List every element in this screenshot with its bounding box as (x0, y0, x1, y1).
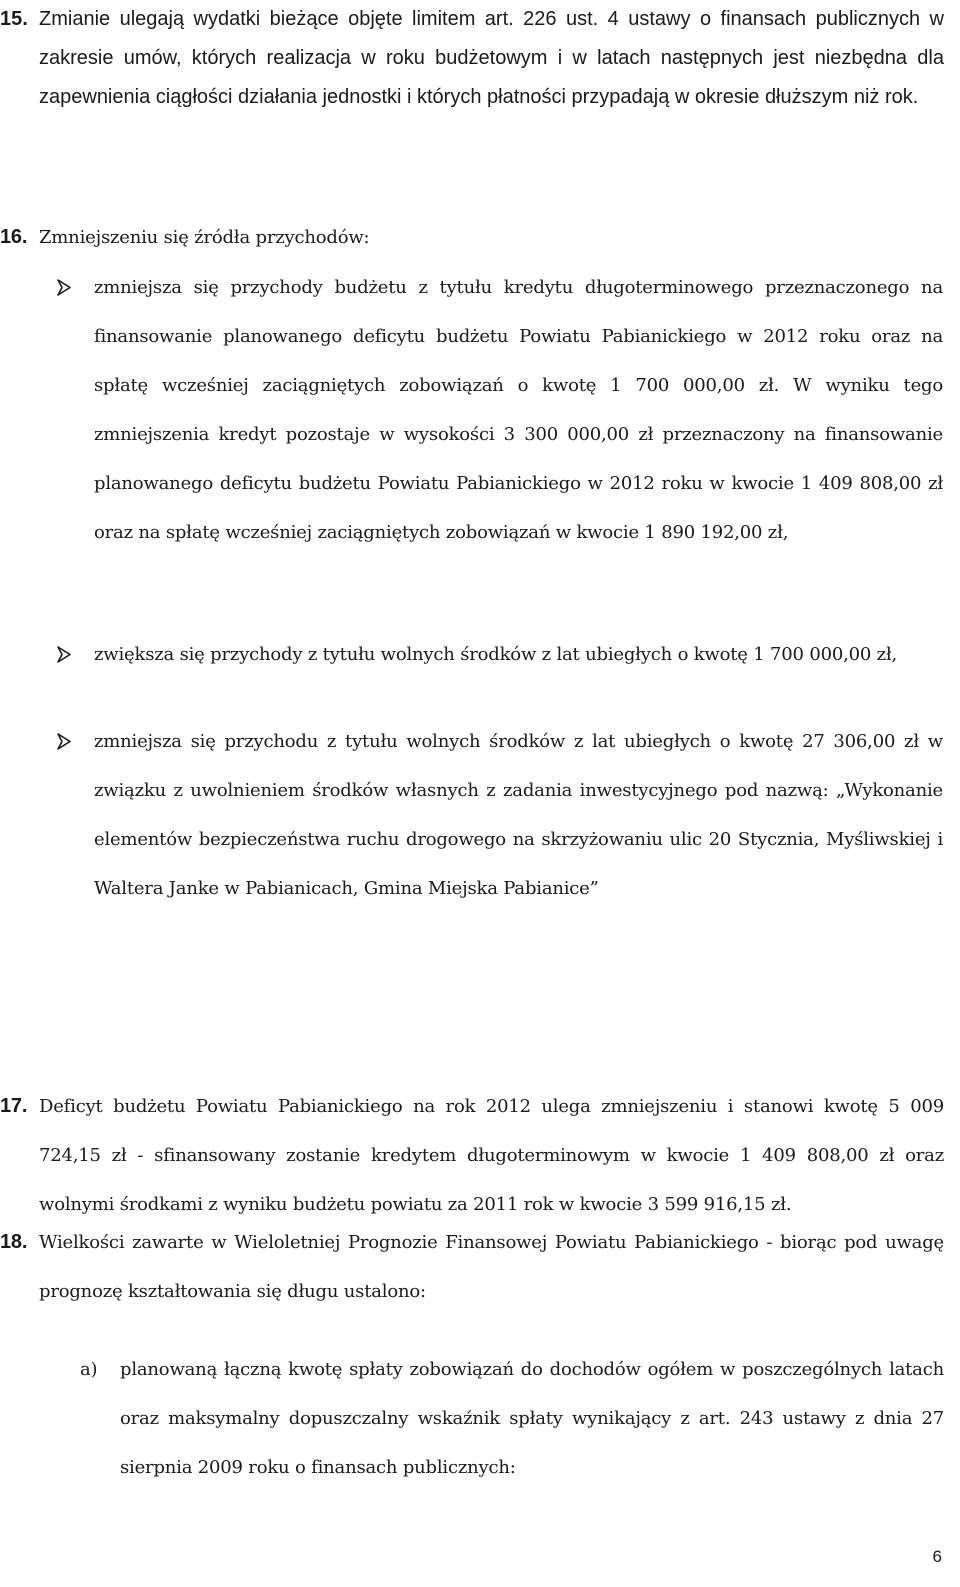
arrow-bullet-icon (56, 263, 72, 312)
paragraph-text: Wielkości zawarte w Wieloletniej Prognozie Finansowej Powiatu Pabianickiego - biorąc pod uwagę prognozę kształtowania się długu ustalono: (39, 1232, 944, 1302)
arrow-bullet-icon (56, 717, 72, 766)
page-number: 6 (932, 1547, 942, 1566)
paragraph-number: 15. (0, 8, 28, 30)
paragraph-number: 16. (0, 226, 28, 248)
bullet-text: zwiększa się przychody z tytułu wolnych środków z lat ubiegłych o kwotę 1 700 000,00 zł, (94, 644, 898, 665)
bullet-text: zmniejsza się przychodu z tytułu wolnych środków z lat ubiegłych o kwotę 27 306,00 zł w związku z uwolnieniem środków własnych z zadania inwestycyjnego pod nazwą: „Wykonanie elementów bezpieczeństwa ruchu drogowego na skrzyżowaniu ulic 20 Stycznia, Myśliwskiej i Waltera Janke w Pabianicach, Gmina Miejska Pabianice” (94, 731, 943, 899)
sub-item-text: planowaną łączną kwotę spłaty zobowiązań do dochodów ogółem w poszczególnych latach oraz maksymalny dopuszczalny wskaźnik spłaty wynikający z art. 243 ustawy z dnia 27 sierpnia 2009 roku o finansach publicznych: (120, 1359, 944, 1478)
sub-item-label: a) (80, 1359, 98, 1380)
paragraph-text: Deficyt budżetu Powiatu Pabianickiego na rok 2012 ulega zmniejszeniu i stanowi kwotę 5 009 724,15 zł - sfinansowany zostanie kredytem długoterminowym w kwocie 1 409 808,00 zł oraz wolnymi środkami z wyniku budżetu powiatu za 2011 rok w kwocie 3 599 916,15 zł. (39, 1096, 944, 1215)
bullet-text: zmniejsza się przychody budżetu z tytułu kredytu długoterminowego przeznaczonego na finansowanie planowanego deficytu budżetu Powiatu Pabianickiego w 2012 roku oraz na spłatę wcześniej zaciągniętych zobowiązań o kwotę 1 700 000,00 zł. W wyniku tego zmniejszenia kredyt pozostaje w wysokości 3 300 000,00 zł przeznaczony na finansowanie planowanego deficytu budżetu Powiatu Pabianickiego w 2012 roku w kwocie 1 409 808,00 zł oraz na spłatę wcześniej zaciągniętych zobowiązań w kwocie 1 890 192,00 zł, (94, 277, 943, 543)
paragraph-number: 18. (0, 1231, 28, 1253)
paragraph-number: 17. (0, 1095, 28, 1117)
paragraph-text: Zmniejszeniu się źródła przychodów: (39, 227, 370, 248)
paragraph-text: Zmianie ulegają wydatki bieżące objęte limitem art. 226 ust. 4 ustawy o finansach publicznych w zakresie umów, których realizacja w roku budżetowym i w latach następnych jest niezbędna dla zapewnienia ciągłości działania jednostki i których płatności przypadają w okresie dłuższym niż rok. (39, 8, 944, 108)
arrow-bullet-icon (56, 630, 72, 679)
